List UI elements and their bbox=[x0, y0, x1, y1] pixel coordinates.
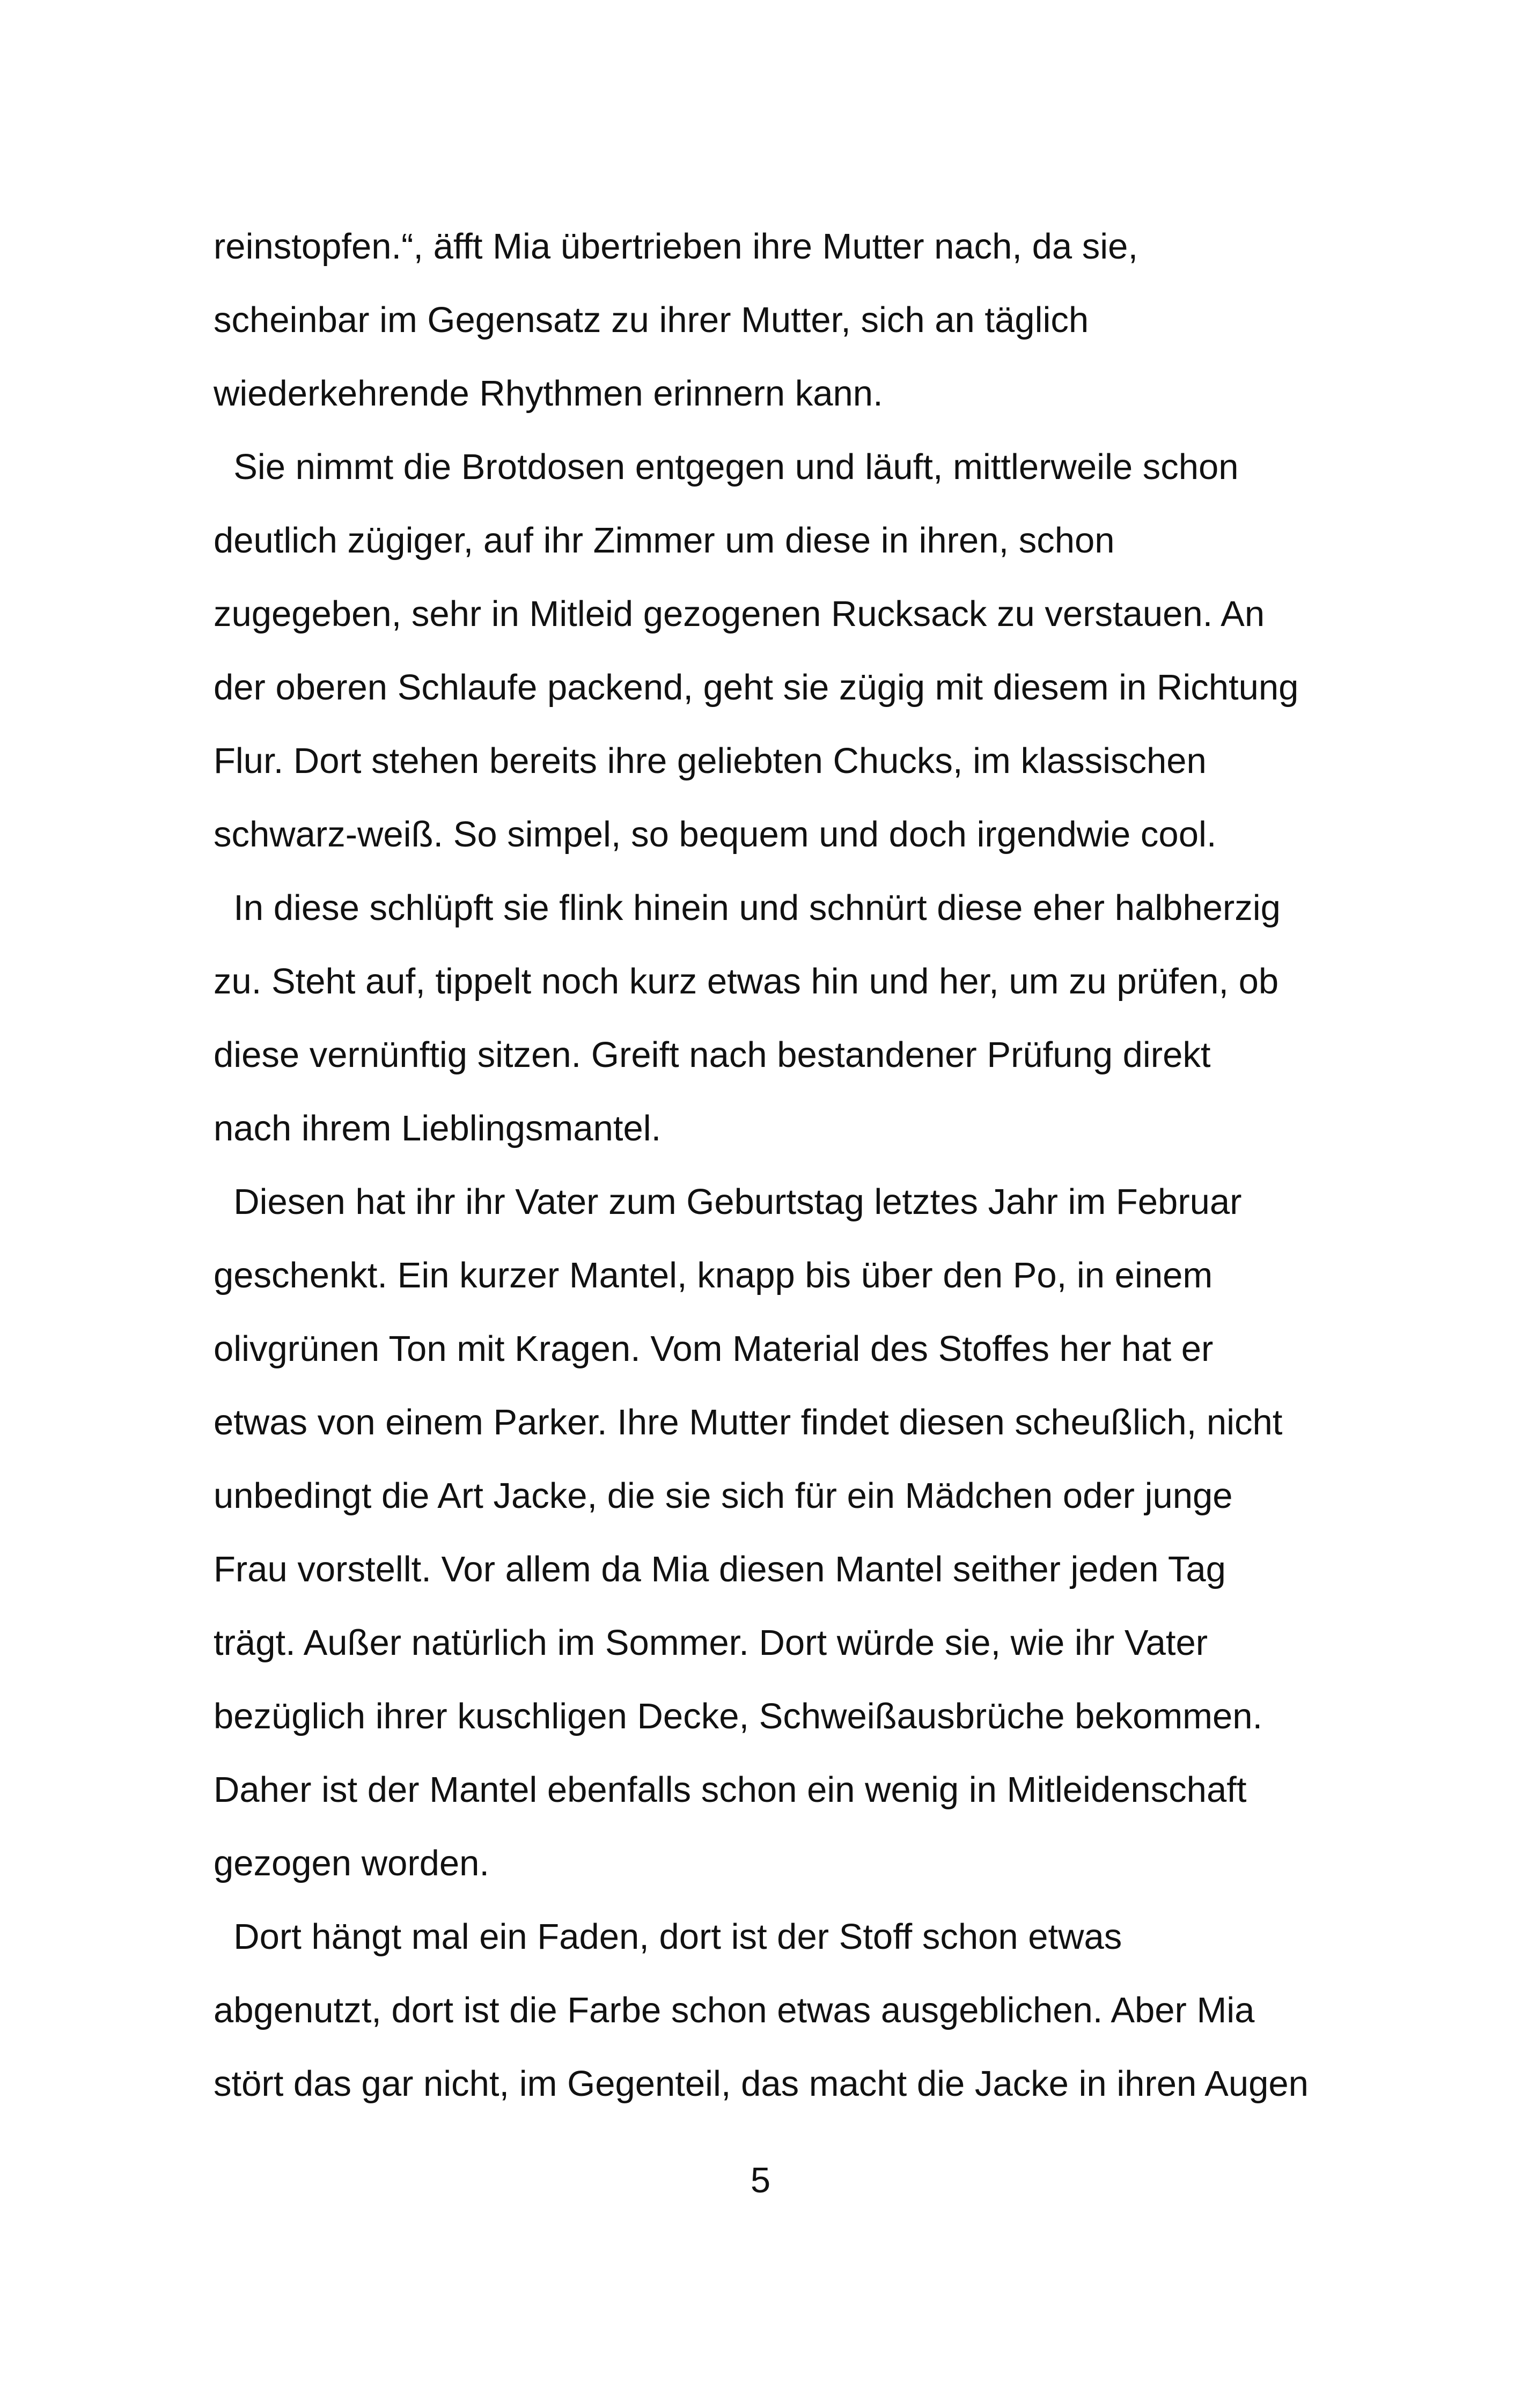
text-line: schwarz-weiß. So simpel, so bequem und doch irgendwie cool. bbox=[214, 814, 1217, 855]
text-line: diese vernünftig sitzen. Greift nach bestandener Prüfung direkt bbox=[214, 1035, 1211, 1075]
text-line: gezogen worden. bbox=[214, 1843, 490, 1883]
text-line: scheinbar im Gegensatz zu ihrer Mutter, sich an täglich bbox=[214, 300, 1089, 340]
text-line: stört das gar nicht, im Gegenteil, das macht die Jacke in ihren Augen bbox=[214, 2064, 1309, 2104]
text-line: wiederkehrende Rhythmen erinnern kann. bbox=[214, 373, 883, 414]
text-line: etwas von einem Parker. Ihre Mutter findet diesen scheußlich, nicht bbox=[214, 1402, 1283, 1442]
text-line: deutlich zügiger, auf ihr Zimmer um diese in ihren, schon bbox=[214, 520, 1115, 561]
text-line: zugegeben, sehr in Mitleid gezogenen Rucksack zu verstauen. An bbox=[214, 594, 1265, 634]
text-line: olivgrünen Ton mit Kragen. Vom Material des Stoffes her hat er bbox=[214, 1329, 1214, 1369]
text-line: Frau vorstellt. Vor allem da Mia diesen Mantel seither jeden Tag bbox=[214, 1549, 1226, 1589]
page-number: 5 bbox=[750, 2160, 771, 2200]
text-line: geschenkt. Ein kurzer Mantel, knapp bis über den Po, in einem bbox=[214, 1255, 1213, 1295]
text-line: trägt. Außer natürlich im Sommer. Dort würde sie, wie ihr Vater bbox=[214, 1623, 1208, 1663]
text-line: reinstopfen.“, äfft Mia übertrieben ihre Mutter nach, da sie, bbox=[214, 226, 1138, 267]
text-line: zu. Steht auf, tippelt noch kurz etwas hin und her, um zu prüfen, ob bbox=[214, 961, 1279, 1002]
text-line: Flur. Dort stehen bereits ihre geliebten Chucks, im klassischen bbox=[214, 741, 1207, 781]
text-line: Dort hängt mal ein Faden, dort ist der Stoff schon etwas bbox=[214, 1917, 1122, 1957]
text-line: Daher ist der Mantel ebenfalls schon ein wenig in Mitleidenschaft bbox=[214, 1770, 1247, 1810]
text-line: unbedingt die Art Jacke, die sie sich für ein Mädchen oder junge bbox=[214, 1476, 1233, 1516]
text-line: der oberen Schlaufe packend, geht sie zügig mit diesem in Richtung bbox=[214, 667, 1299, 708]
text-line: bezüglich ihrer kuschligen Decke, Schweißausbrüche bekommen. bbox=[214, 1696, 1263, 1736]
text-line: abgenutzt, dort ist die Farbe schon etwas ausgeblichen. Aber Mia bbox=[214, 1990, 1255, 2030]
text-line: In diese schlüpft sie flink hinein und schnürt diese eher halbherzig bbox=[214, 888, 1281, 928]
text-line: Diesen hat ihr ihr Vater zum Geburtstag letztes Jahr im Februar bbox=[214, 1182, 1242, 1222]
text-line: nach ihrem Lieblingsmantel. bbox=[214, 1108, 662, 1148]
text-line: Sie nimmt die Brotdosen entgegen und läuft, mittlerweile schon bbox=[214, 447, 1239, 487]
